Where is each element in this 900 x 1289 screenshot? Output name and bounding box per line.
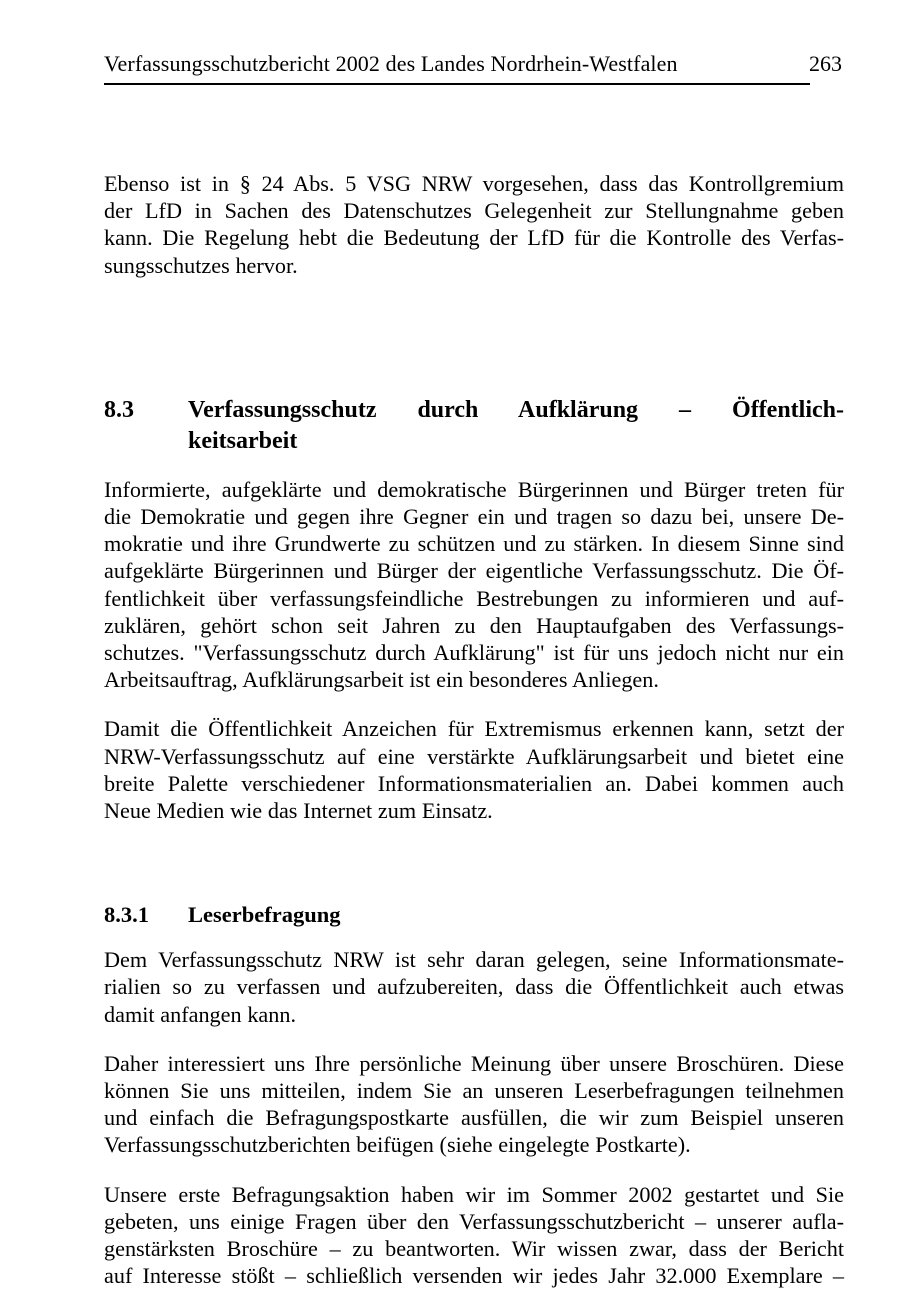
text-line: kann. Die Regelung hebt die Bedeutung der LfD für die Kontrolle des Verfas- (104, 225, 844, 251)
heading-8-3-1 (104, 900, 844, 929)
text-line: Arbeitsauftrag, Aufklärungsarbeit ist ein besonderes Anliegen. (104, 667, 659, 693)
text-line: sungsschutzes hervor. (104, 252, 298, 278)
text-line: damit anfangen kann. (104, 1001, 297, 1027)
text-line: breite Palette verschiedener Informationsmaterialien an. Dabei kommen auch (104, 770, 844, 796)
text-line: Ebenso ist in § 24 Abs. 5 VSG NRW vorgesehen, dass das Kontrollgremium (104, 171, 844, 196)
text-line: Neue Medien wie das Internet zum Einsatz. (104, 798, 493, 824)
spacer (104, 301, 844, 395)
text-line: Damit die Öffentlichkeit Anzeichen für Extremismus erkennen kann, setzt der (104, 716, 844, 742)
paragraph-2 (104, 715, 844, 824)
text-line: Unsere erste Befragungsaktion haben wir im Sommer 2002 gestartet und Sie (104, 1181, 844, 1207)
text-line: NRW-Verfassungsschutz auf eine verstärkte Aufklärungsarbeit und bietet eine (104, 743, 844, 769)
page-number: 263 (809, 51, 842, 76)
heading-8-3-number: 8.3 (104, 396, 134, 423)
heading-8-3-title (188, 395, 844, 457)
paragraph-3 (104, 946, 844, 1028)
text-line: mokratie und ihre Grundwerte zu schützen und zu stärken. In diesem Sinne sind (104, 531, 844, 557)
spacer (104, 929, 844, 946)
paragraph-4 (104, 1050, 844, 1159)
text-line: Verfassungsschutzberichten beifügen (siehe eingelegte Postkarte). (104, 1132, 691, 1158)
text-line: aufgeklärte Bürgerinnen und Bürger der eigentliche Verfassungsschutz. Die Öf- (104, 558, 844, 584)
heading-8-3 (104, 395, 844, 457)
text-line: auf Interesse stößt – schließlich versenden wir jedes Jahr 32.000 Exemplare – (104, 1263, 844, 1289)
text-line: keitsarbeit (188, 427, 298, 454)
text-line: genstärksten Broschüre – zu beantworten. Wir wissen zwar, dass der Bericht (104, 1236, 844, 1262)
text-line: Dem Verfassungsschutz NRW ist sehr daran gelegen, seine Informationsmate- (104, 947, 844, 973)
text-line: können Sie uns mitteilen, indem Sie an unseren Leserbefragungen teilnehmen (104, 1078, 844, 1104)
text-line: Daher interessiert uns Ihre persönliche Meinung über unsere Broschüren. Diese (104, 1050, 844, 1076)
text-line: die Demokratie und gegen ihre Gegner ein und tragen so dazu bei, unsere De- (104, 504, 844, 530)
heading-8-3-1-title: Leserbefragung (188, 902, 341, 928)
paragraph-1 (104, 476, 844, 694)
page-header (104, 50, 842, 88)
header-rule (104, 83, 810, 85)
text-line: gebeten, uns einige Fragen über den Verfassungsschutzbericht – unserer aufla- (104, 1208, 844, 1234)
text-line: Informierte, aufgeklärte und demokratische Bürgerinnen und Bürger treten für (104, 476, 844, 502)
text-line: schutzes. "Verfassungsschutz durch Aufklärung" ist für uns jedoch nicht nur ein (104, 640, 844, 666)
heading-8-3-1-number: 8.3.1 (104, 902, 149, 928)
text-line: rialien so zu verfassen und aufzubereiten, dass die Öffentlichkeit auch etwas (104, 974, 844, 1000)
page-content (104, 170, 844, 1289)
text-line: zuklären, gehört schon seit Jahren zu den Hauptaufgaben des Verfassungs- (104, 612, 844, 638)
text-line: und einfach die Befragungspostkarte ausfüllen, die wir zum Beispiel unseren (104, 1105, 844, 1131)
text-line: Verfassungsschutz durch Aufklärung – Öffentlich- (188, 396, 844, 423)
text-line: fentlichkeit über verfassungsfeindliche Bestrebungen zu informieren und auf- (104, 585, 844, 611)
paragraph-intro (104, 170, 844, 279)
paragraph-5 (104, 1181, 844, 1289)
text-line: der LfD in Sachen des Datenschutzes Gelegenheit zur Stellungnahme geben (104, 198, 844, 224)
spacer (104, 846, 844, 900)
spacer (104, 457, 844, 476)
header-title: Verfassungsschutzbericht 2002 des Landes Nordrhein-Westfalen (104, 51, 678, 76)
